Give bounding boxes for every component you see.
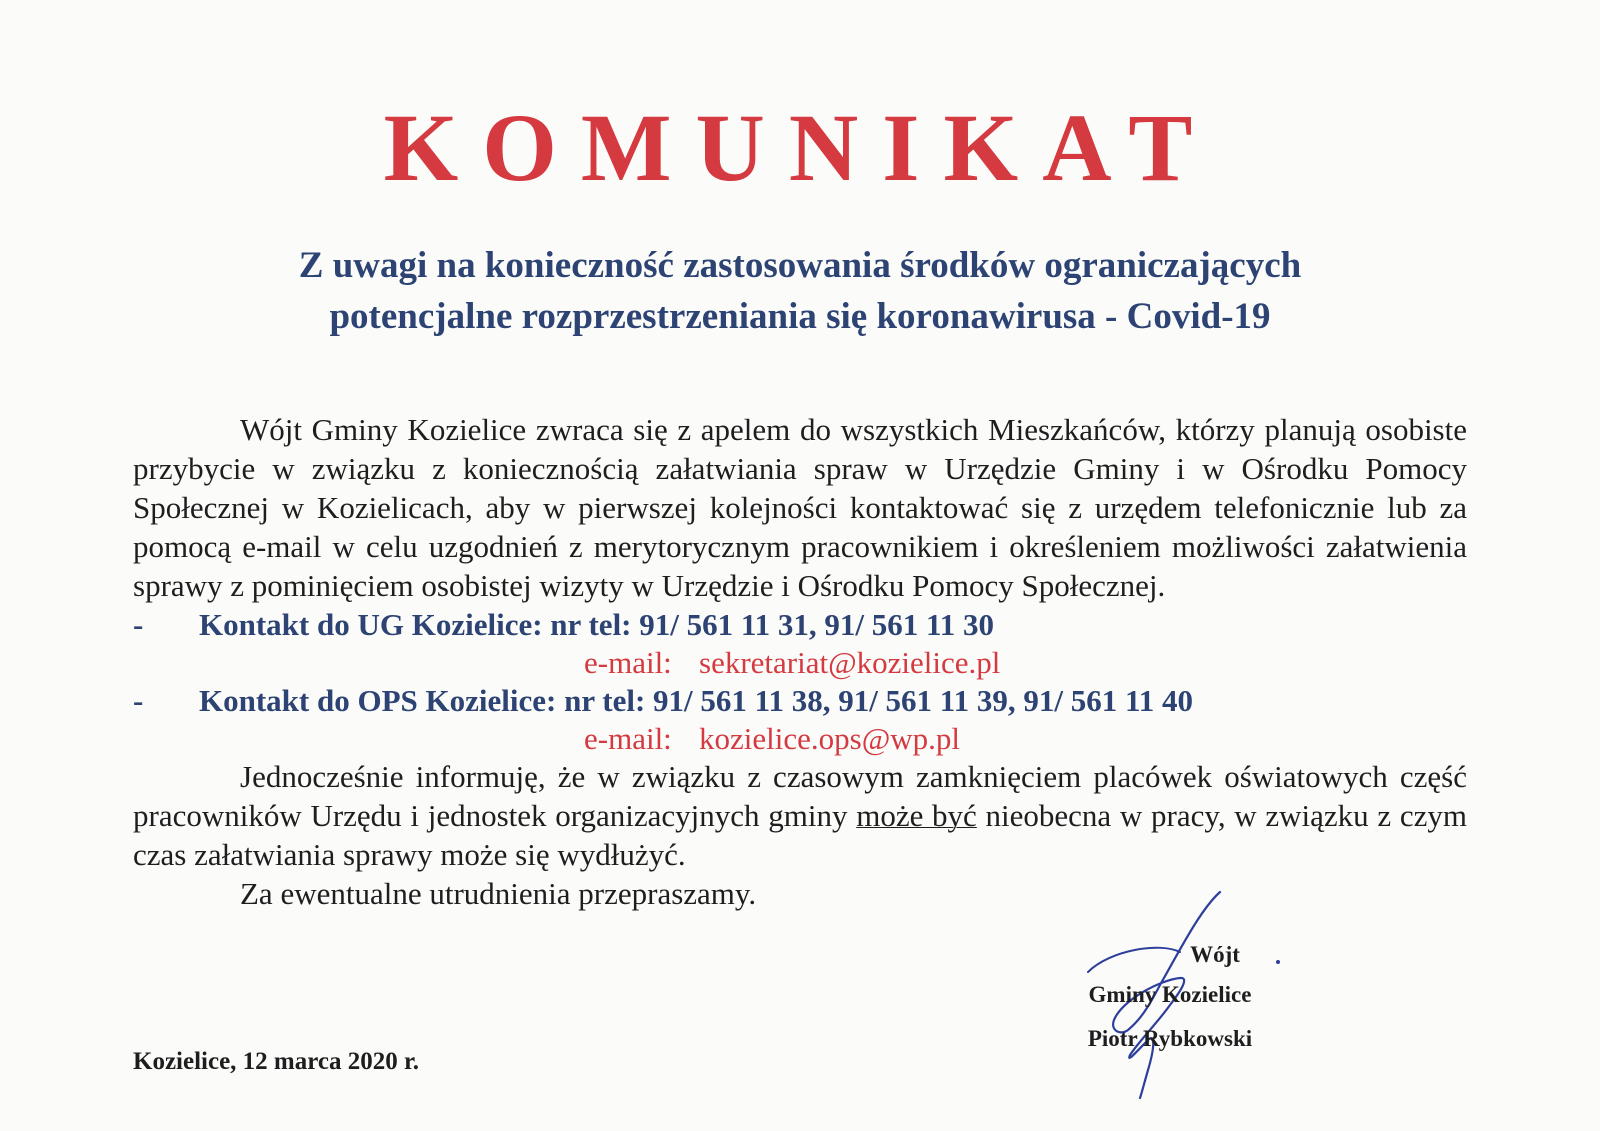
- list-dash: -: [133, 683, 144, 718]
- document-body: [133, 410, 1467, 913]
- intro-paragraph: Wójt Gminy Kozielice zwraca się z apelem do wszystkich Mieszkańców, którzy planują osobiste przybycie w związku z koniecznością załatwiania spraw w Urzędzie Gminy i w Ośrodku Pomocy Społecznej w Kozielicach, aby w pierwszej kolejności kontaktować się z urzędem telefonicznie lub za pomocą e-mail w celu uzgodnień z merytorycznym pracownikiem i określeniem możliwości załatwienia sprawy z pominięciem osobistej wizyty w Urzędzie i Ośrodku Pomocy Społecznej.: [133, 412, 1467, 603]
- list-dash: -: [133, 607, 144, 642]
- email-label: e-mail:: [584, 645, 672, 680]
- subtitle-line-1: Z uwagi na konieczność zastosowania środków ograniczających: [298, 245, 1302, 286]
- contact-ug-email-row: [133, 643, 1467, 681]
- signature-block: [1040, 935, 1300, 1059]
- underlined-phrase: może być: [856, 798, 977, 833]
- subtitle-line-2: potencjalne rozprzestrzeniania się koronawirusa - Covid-19: [329, 296, 1271, 337]
- contact-ug-phones: Kontakt do UG Kozielice: nr tel: 91/ 561 11 31, 91/ 561 11 30: [199, 607, 995, 642]
- second-paragraph-start: Jednocześnie informuję, że w związku z czasowym zamknięciem placówek oświatowych część pracowników Urzędu i jednostek organizacyjnych gminy: [133, 759, 1467, 833]
- contact-ug-row: [133, 605, 1467, 643]
- contact-ops-email-row: [133, 719, 1467, 757]
- document-title: KOMUNIKAT: [383, 94, 1217, 201]
- closing-line: Za ewentualne utrudnienia przepraszamy.: [240, 876, 757, 911]
- document-subtitle: [0, 240, 1600, 342]
- contact-ops-phones: Kontakt do OPS Kozielice: nr tel: 91/ 561 11 38, 91/ 561 11 39, 91/ 561 11 40: [199, 683, 1193, 718]
- contact-ops-row: [133, 681, 1467, 719]
- second-paragraph-end: nieobecna w pracy, w związku z czym czas załatwiania sprawy może się wydłużyć.: [133, 798, 1468, 872]
- contact-ug-email[interactable]: sekretariat@kozielice.pl: [699, 645, 1001, 680]
- contact-ops-email[interactable]: kozielice.ops@wp.pl: [699, 721, 960, 756]
- second-paragraph: [133, 757, 1467, 874]
- signature-name: Piotr Rybkowski: [1087, 1026, 1253, 1051]
- document-date: Kozielice, 12 marca 2020 r.: [133, 1048, 420, 1075]
- signature-office: Gminy Kozielice: [1088, 982, 1252, 1007]
- signature-title: Wójt: [1190, 942, 1240, 967]
- email-label: e-mail:: [584, 721, 672, 756]
